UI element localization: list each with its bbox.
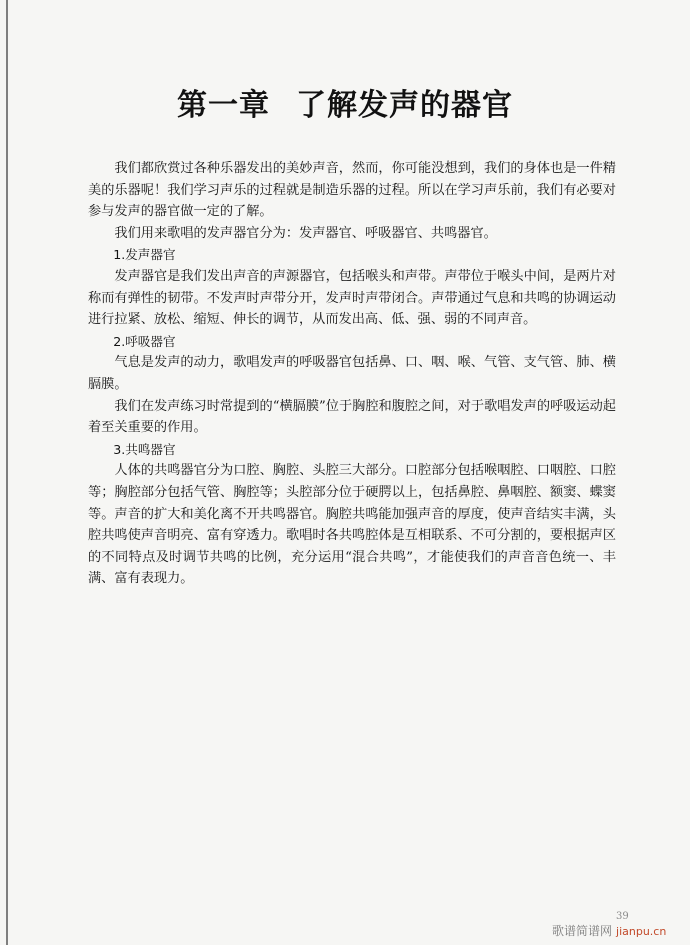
- section-paragraph: 发声器官是我们发出声音的声源器官，包括喉头和声带。声带位于喉头中间，是两片对称而有弹性的韧带。不发声时声带分开，发声时声带闭合。声带通过气息和共鸣的协调运动进行拉紧、放松、缩短、伸长的调节，从而发出高、低、强、弱的不同声音。: [88, 268, 616, 328]
- scan-edge-line: [6, 0, 8, 945]
- page-number: 39: [616, 911, 629, 922]
- section-paragraph: 人体的共鸣器官分为口腔、胸腔、头腔三大部分。口腔部分包括喉咽腔、口咽腔、口腔等；胸腔部分包括气管、胸腔等；头腔部分位于硬腭以上，包括鼻腔、鼻咽腔、额窦、蝶窦等。声音的扩大和美化离不开共鸣器官。胸腔共鸣能加强声音的厚度，使声音结实丰满，头腔共鸣使声音明亮、富有穿透力。歌唱时各共鸣腔体是互相联系、不可分割的，要根据声区的不同特点及时调节共鸣的比例，充分运用“混合共鸣”，才能使我们的声音音色统一、丰满、富有表现力。: [88, 463, 616, 587]
- watermark-url: jianpu.cn: [616, 925, 667, 938]
- section-heading-respiration: 2.呼吸器官: [113, 333, 176, 349]
- watermark-text: 歌谱简谱网: [552, 924, 613, 938]
- watermark: [552, 922, 666, 939]
- chapter-title: [0, 80, 690, 124]
- overview-paragraph: 我们用来歌唱的发声器官分为：发声器官、呼吸器官、共鸣器官。: [114, 225, 497, 241]
- section-heading-resonance: 3.共鸣器官: [113, 441, 176, 457]
- section-paragraph: 气息是发声的动力，歌唱发声的呼吸器官包括鼻、口、咽、喉、气管、支气管、肺、横膈膜。: [88, 355, 616, 392]
- section-paragraph: 我们在发声练习时常提到的“横膈膜”位于胸腔和腹腔之间，对于歌唱发声的呼吸运动起着至关重要的作用。: [88, 398, 616, 436]
- intro-paragraph: 我们都欣赏过各种乐器发出的美妙声音，然而，你可能没想到，我们的身体也是一件精美的乐器呢！我们学习声乐的过程就是制造乐器的过程。所以在学习声乐前，我们有必要对参与发声的器官做一定的了解。: [88, 161, 616, 220]
- chapter-number: 第一章: [177, 88, 270, 123]
- section-heading-phonation: 1.发声器官: [113, 247, 176, 263]
- body-text: [88, 158, 616, 590]
- chapter-name: 了解发声的器官: [296, 88, 513, 123]
